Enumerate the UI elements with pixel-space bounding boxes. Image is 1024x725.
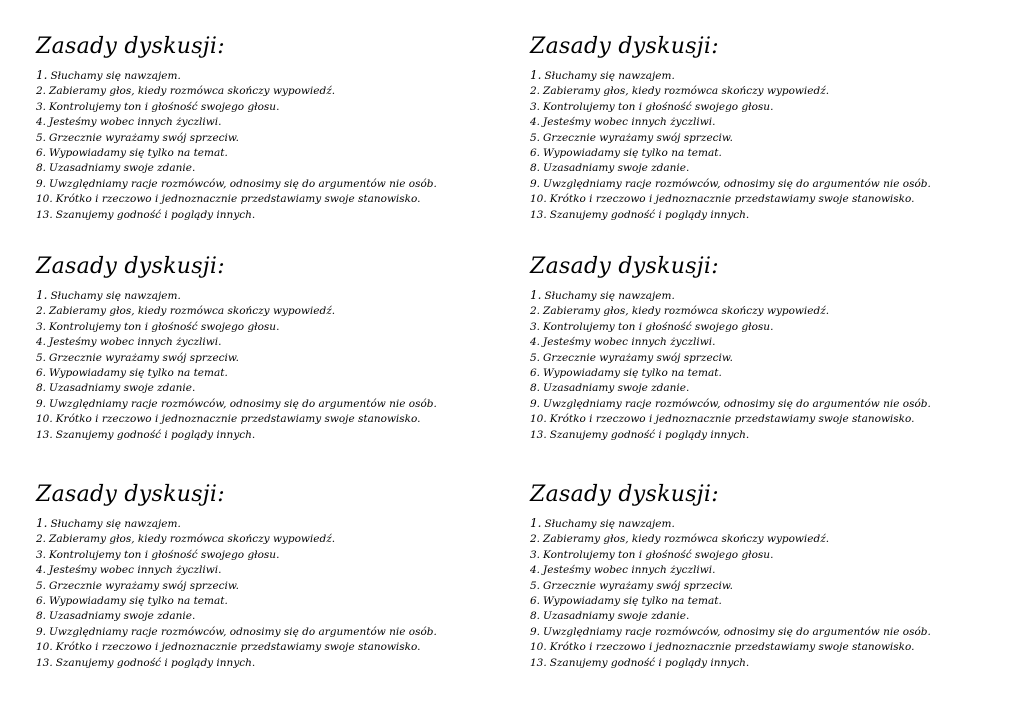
rules-card [530,482,1000,671]
rule-text: Uzasadniamy swoje zdanie. [543,610,690,623]
rule-text: Grzecznie wyrażamy swój sprzeciw. [543,351,733,364]
rule-item [36,366,506,381]
rule-item [36,131,506,146]
card-title: Zasady dyskusji: [36,482,225,507]
rule-number: 4. [530,564,541,577]
rule-item [36,625,506,640]
rule-text: Słuchamy się nawzajem. [544,70,675,82]
rule-number: 6. [36,367,47,380]
rule-item [36,100,506,115]
rule-text: Jesteśmy wobec innych życzliwi. [543,116,716,129]
rule-number: 9. [36,177,47,190]
rule-item [36,320,506,335]
rule-item [530,563,1000,578]
rule-text: Grzecznie wyrażamy swój sprzeciw. [543,131,733,144]
rule-item [530,351,1000,366]
rule-item [36,656,506,671]
rule-number: 5. [36,579,47,592]
rule-item [36,84,506,99]
rule-item [530,100,1000,115]
rule-item [36,381,506,396]
rule-text: Kontrolujemy ton i głośność swojego głosu. [49,548,280,561]
rules-card [530,254,1000,443]
rule-text: Jesteśmy wobec innych życzliwi. [543,564,716,577]
rule-number: 5. [36,131,47,144]
rule-item [36,161,506,176]
rule-text: Wypowiadamy się tylko na temat. [49,367,228,380]
rule-number: 8. [36,162,47,175]
rule-text: Szanujemy godność i poglądy innych. [55,208,256,221]
rule-number: 9. [530,625,541,638]
rule-number: 5. [530,131,541,144]
rule-item [530,115,1000,130]
rule-number: 3. [530,320,541,333]
rule-text: Grzecznie wyrażamy swój sprzeciw. [543,579,733,592]
rule-number: 10. [36,641,53,654]
rule-text: Szanujemy godność i poglądy innych. [55,428,256,441]
rule-text: Słuchamy się nawzajem. [544,290,675,302]
rule-item [530,532,1000,547]
rule-text: Krótko i rzeczowo i jednoznacznie przedstawiamy swoje stanowisko. [55,413,421,426]
rule-text: Słuchamy się nawzajem. [50,70,181,82]
rule-item [530,381,1000,396]
rule-number: 2. [530,305,541,318]
rule-item [530,320,1000,335]
rule-text: Uzasadniamy swoje zdanie. [49,382,196,395]
rule-text: Uwzględniamy racje rozmówców, odnosimy się do argumentów nie osób. [543,397,931,410]
rule-item [36,146,506,161]
rules-list [530,288,1000,443]
rule-item [36,397,506,412]
rule-number: 9. [530,177,541,190]
rule-text: Uwzględniamy racje rozmówców, odnosimy się do argumentów nie osób. [543,625,931,638]
rule-text: Uwzględniamy racje rozmówców, odnosimy się do argumentów nie osób. [543,177,931,190]
rule-number: 4. [530,336,541,349]
rule-item [36,532,506,547]
rule-text: Jesteśmy wobec innych życzliwi. [543,336,716,349]
rule-text: Krótko i rzeczowo i jednoznacznie przedstawiamy swoje stanowisko. [549,413,915,426]
rule-number: 1. [36,516,48,530]
rule-text: Szanujemy godność i poglądy innych. [549,208,750,221]
rule-item [36,516,506,532]
rule-number: 1. [530,288,542,302]
rule-text: Słuchamy się nawzajem. [544,518,675,530]
rule-number: 4. [36,336,47,349]
card-title: Zasady dyskusji: [530,254,719,279]
rule-number: 13. [36,428,53,441]
rule-item [530,579,1000,594]
rule-number: 6. [36,147,47,160]
rule-item [530,131,1000,146]
rule-item [36,579,506,594]
rule-text: Szanujemy godność i poglądy innych. [55,656,256,669]
rule-number: 1. [36,68,48,82]
rule-item [36,68,506,84]
rule-number: 2. [36,85,47,98]
rule-text: Kontrolujemy ton i głośność swojego głosu. [543,548,774,561]
rule-text: Uwzględniamy racje rozmówców, odnosimy się do argumentów nie osób. [49,177,437,190]
rule-number: 13. [36,208,53,221]
rule-number: 13. [530,208,547,221]
rule-number: 6. [36,595,47,608]
rule-text: Jesteśmy wobec innych życzliwi. [49,336,222,349]
rule-item [530,428,1000,443]
rule-number: 5. [530,579,541,592]
rule-text: Szanujemy godność i poglądy innych. [549,428,750,441]
rule-number: 3. [530,100,541,113]
rule-text: Uzasadniamy swoje zdanie. [49,162,196,175]
rule-text: Kontrolujemy ton i głośność swojego głosu. [49,100,280,113]
rule-item [36,548,506,563]
card-title: Zasady dyskusji: [530,34,719,59]
rules-list [36,288,506,443]
rule-number: 4. [36,564,47,577]
rule-text: Zabieramy głos, kiedy rozmówca skończy wypowiedź. [543,533,830,546]
rule-text: Wypowiadamy się tylko na temat. [49,147,228,160]
rule-text: Grzecznie wyrażamy swój sprzeciw. [49,131,239,144]
rule-number: 13. [530,656,547,669]
rules-list [530,68,1000,223]
rules-card [36,254,506,443]
rules-list [36,516,506,671]
rule-item [530,656,1000,671]
card-title: Zasady dyskusji: [530,482,719,507]
rule-number: 9. [36,625,47,638]
rule-text: Słuchamy się nawzajem. [50,518,181,530]
rule-number: 2. [530,533,541,546]
rule-item [36,208,506,223]
rule-item [530,304,1000,319]
rule-number: 10. [36,413,53,426]
rule-item [530,177,1000,192]
rule-number: 10. [530,193,547,206]
rule-text: Zabieramy głos, kiedy rozmówca skończy wypowiedź. [49,85,336,98]
rule-number: 9. [36,397,47,410]
rule-text: Krótko i rzeczowo i jednoznacznie przedstawiamy swoje stanowisko. [55,193,421,206]
rule-number: 3. [36,548,47,561]
rule-item [530,640,1000,655]
rule-number: 8. [530,610,541,623]
rule-text: Słuchamy się nawzajem. [50,290,181,302]
rule-text: Wypowiadamy się tylko na temat. [543,147,722,160]
rule-number: 13. [36,656,53,669]
rule-number: 10. [530,413,547,426]
rule-number: 2. [530,85,541,98]
card-title: Zasady dyskusji: [36,34,225,59]
rules-list [530,516,1000,671]
rule-text: Uzasadniamy swoje zdanie. [543,162,690,175]
rule-item [36,351,506,366]
rule-number: 4. [530,116,541,129]
rule-number: 8. [530,162,541,175]
rules-card [530,34,1000,223]
rule-item [530,84,1000,99]
rule-item [530,609,1000,624]
rule-number: 6. [530,147,541,160]
rule-text: Kontrolujemy ton i głośność swojego głosu. [543,100,774,113]
rule-item [530,397,1000,412]
rule-number: 10. [530,641,547,654]
rule-item [530,288,1000,304]
rule-text: Wypowiadamy się tylko na temat. [49,595,228,608]
rule-text: Grzecznie wyrażamy swój sprzeciw. [49,579,239,592]
rule-number: 1. [36,288,48,302]
rule-item [530,146,1000,161]
rule-number: 5. [530,351,541,364]
rule-item [36,335,506,350]
rule-item [530,516,1000,532]
rule-item [530,192,1000,207]
rule-item [530,366,1000,381]
rule-item [530,161,1000,176]
rule-number: 6. [530,595,541,608]
card-title: Zasady dyskusji: [36,254,225,279]
rule-text: Szanujemy godność i poglądy innych. [549,656,750,669]
rule-item [36,428,506,443]
rule-text: Zabieramy głos, kiedy rozmówca skończy wypowiedź. [543,305,830,318]
rule-number: 9. [530,397,541,410]
rule-text: Krótko i rzeczowo i jednoznacznie przedstawiamy swoje stanowisko. [549,641,915,654]
rule-item [36,288,506,304]
rules-list [36,68,506,223]
rule-text: Krótko i rzeczowo i jednoznacznie przedstawiamy swoje stanowisko. [55,641,421,654]
rule-item [530,68,1000,84]
rule-number: 3. [530,548,541,561]
rule-text: Uzasadniamy swoje zdanie. [49,610,196,623]
rule-item [36,177,506,192]
rule-number: 1. [530,516,542,530]
rule-item [530,594,1000,609]
rule-number: 5. [36,351,47,364]
rule-text: Zabieramy głos, kiedy rozmówca skończy wypowiedź. [49,305,336,318]
rule-text: Jesteśmy wobec innych życzliwi. [49,564,222,577]
rule-number: 2. [36,533,47,546]
rule-item [36,609,506,624]
rule-item [36,563,506,578]
rule-item [530,208,1000,223]
rule-item [530,625,1000,640]
rule-number: 3. [36,320,47,333]
rule-item [36,115,506,130]
rule-text: Wypowiadamy się tylko na temat. [543,595,722,608]
rule-text: Kontrolujemy ton i głośność swojego głosu. [543,320,774,333]
rules-card [36,34,506,223]
rule-text: Uwzględniamy racje rozmówców, odnosimy się do argumentów nie osób. [49,397,437,410]
rule-number: 2. [36,305,47,318]
rule-item [36,412,506,427]
rule-text: Krótko i rzeczowo i jednoznacznie przedstawiamy swoje stanowisko. [549,193,915,206]
rule-item [530,335,1000,350]
rule-text: Grzecznie wyrażamy swój sprzeciw. [49,351,239,364]
rule-text: Kontrolujemy ton i głośność swojego głosu. [49,320,280,333]
rule-text: Zabieramy głos, kiedy rozmówca skończy wypowiedź. [49,533,336,546]
rule-text: Uzasadniamy swoje zdanie. [543,382,690,395]
rule-item [530,412,1000,427]
rule-item [36,594,506,609]
rule-item [36,304,506,319]
rule-text: Jesteśmy wobec innych życzliwi. [49,116,222,129]
rule-number: 13. [530,428,547,441]
rule-item [530,548,1000,563]
rule-number: 1. [530,68,542,82]
rule-number: 8. [530,382,541,395]
rule-item [36,640,506,655]
rule-text: Zabieramy głos, kiedy rozmówca skończy wypowiedź. [543,85,830,98]
rule-number: 3. [36,100,47,113]
rule-text: Uwzględniamy racje rozmówców, odnosimy się do argumentów nie osób. [49,625,437,638]
rule-number: 10. [36,193,53,206]
rule-text: Wypowiadamy się tylko na temat. [543,367,722,380]
rule-number: 4. [36,116,47,129]
rules-card [36,482,506,671]
rule-item [36,192,506,207]
rule-number: 6. [530,367,541,380]
rule-number: 8. [36,610,47,623]
rule-number: 8. [36,382,47,395]
